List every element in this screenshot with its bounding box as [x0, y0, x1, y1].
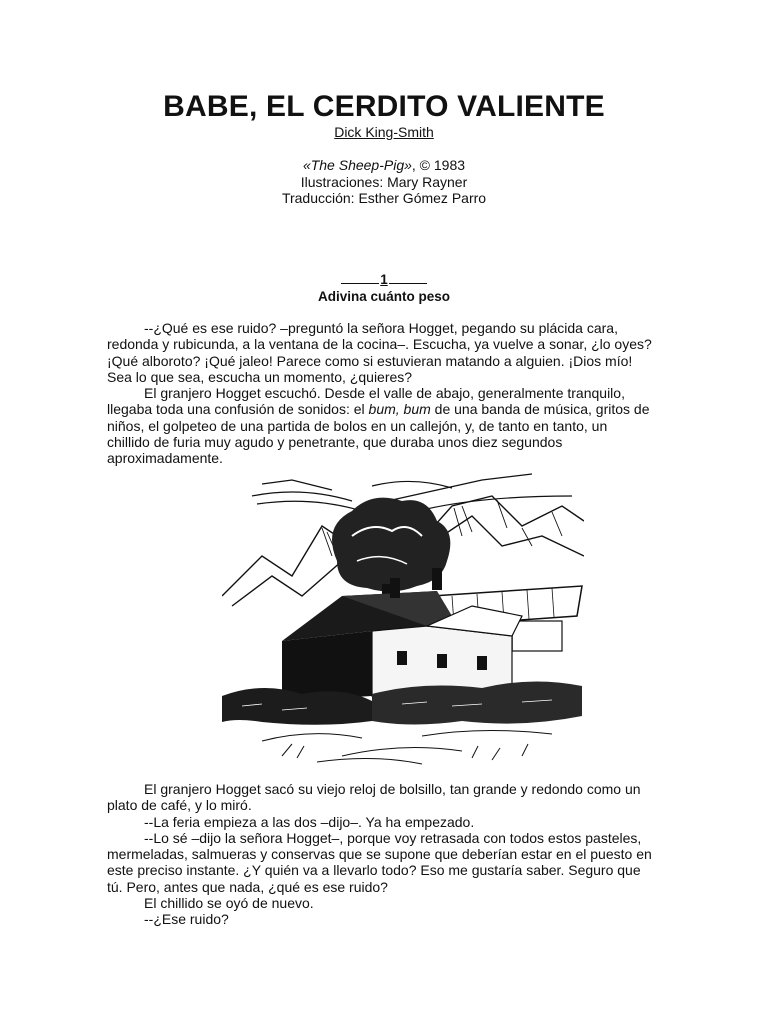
text-block-before-illustration [107, 320, 652, 467]
paragraph [107, 385, 652, 466]
paragraph: --¿Qué es ese ruido? –preguntó la señora Hogget, pegando su plácida cara, redonda y rubicunda, a la ventana de la cocina–. Escucha, ya vuelve a sonar, ¿lo oyes? ¡Qué alboroto? ¡Qué jaleo! Parece como si estuvieran matando a alguien. ¡Dios mío! Sea lo que sea, escucha un momento, ¿quieres? [107, 320, 652, 385]
illustrator-line: Ilustraciones: Mary Rayner [300, 173, 468, 190]
paragraph-text: El granjero Hogget escuchó. Desde el valle de abajo, generalmente tranquilo, llegaba toda una confusión de sonidos: el [107, 385, 625, 418]
book-title: BABE, EL CERDITO VALIENTE [163, 90, 605, 123]
paragraph: --La feria empieza a las dos –dijo–. Ya ha empezado. [144, 813, 475, 830]
paragraph: --¿Ese ruido? [144, 911, 229, 928]
author-name: Dick King-Smith [334, 124, 434, 140]
heading-rule-left [341, 282, 379, 284]
chapter-heading [0, 272, 768, 288]
paragraph: El chillido se oyó de nuevo. [144, 895, 314, 912]
author-line [0, 124, 768, 140]
farmhouse-illustration [222, 466, 584, 766]
translator-line: Traducción: Esther Gómez Parro [281, 190, 487, 206]
chapter-number: 1 [380, 272, 388, 287]
chapter-title: Adivina cuánto peso [317, 289, 451, 304]
text-block-after-illustration [107, 781, 652, 928]
original-title: «The Sheep-Pig» [302, 157, 412, 173]
paragraph: El granjero Hogget sacó su viejo reloj de bolsillo, tan grande y redondo como un plato de café, y lo miró. [107, 781, 641, 814]
paragraph: --Lo sé –dijo la señora Hogget–, porque voy retrasada con todos estos pasteles, mermeladas, salmueras y conservas que se supone que deberían estar en el puesto en este preciso instante. ¿Y quién va a llevarlo todo? Eso me gustaría saber. Seguro que tú. Pero, antes que nada, ¿qué es ese ruido? [107, 829, 652, 895]
heading-rule-right [389, 282, 427, 284]
paragraph-italic: bum, bum [368, 401, 431, 418]
original-title-line [0, 157, 768, 174]
copyright: , © 1983 [411, 157, 466, 173]
foreground-grass [262, 730, 552, 764]
book-metadata [0, 157, 768, 207]
paragraph-text: de una banda de música, gritos de niños, el golpeteo de una partida de bolos en un callejón, y, de tanto en tanto, un chillido de furia muy agudo y penetrante, que duraba unos diez segundos aproximadamente. [107, 401, 650, 467]
